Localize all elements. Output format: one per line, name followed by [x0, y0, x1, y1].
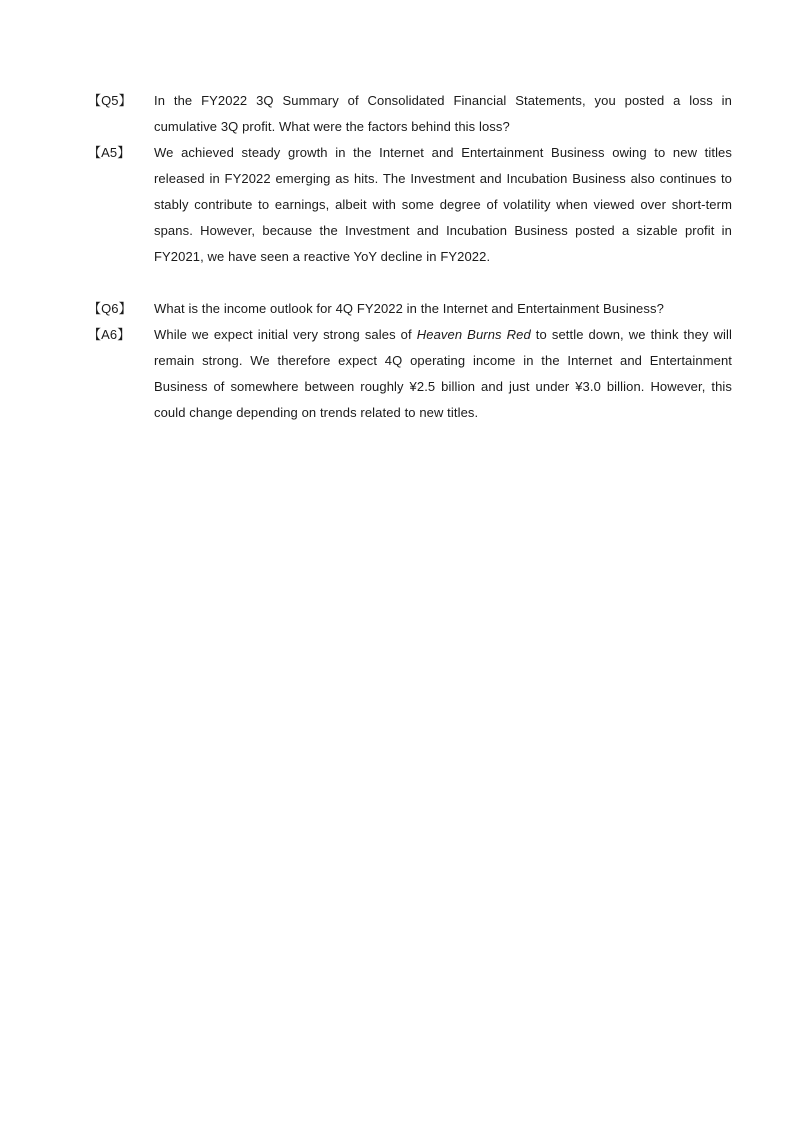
question-5-label: 【Q5】	[88, 93, 132, 108]
answer-5	[88, 140, 732, 270]
question-5	[88, 88, 732, 140]
answer-5-text: We achieved steady growth in the Internet and Entertainment Business owing to new titles released in FY2022 emerging as hits. The Investment and Incubation Business also continues to stably contribute to earnings, albeit with some degree of volatility when viewed over short-term spans. However, because the Investment and Incubation Business posted a sizable profit in FY2021, we have seen a reactive YoY decline in FY2022.	[154, 145, 732, 264]
answer-6-text-before: While we expect initial very strong sales of	[154, 327, 417, 342]
answer-6-text-after: to settle down, we think they will remain strong. We therefore expect 4Q operating income in the Internet and Entertainment Business of somewhere between roughly ¥2.5 billion and just under ¥3.0 billion. However, this could change depending on trends related to new titles.	[154, 327, 732, 420]
question-6-text: What is the income outlook for 4Q FY2022 in the Internet and Entertainment Business?	[154, 301, 664, 316]
document-page	[88, 88, 732, 426]
answer-5-label: 【A5】	[88, 145, 131, 160]
question-5-text: In the FY2022 3Q Summary of Consolidated Financial Statements, you posted a loss in cumulative 3Q profit. What were the factors behind this loss?	[154, 93, 732, 134]
answer-6-label: 【A6】	[88, 327, 131, 342]
answer-6-text	[154, 322, 732, 426]
answer-6	[88, 322, 732, 426]
question-6	[88, 296, 732, 322]
answer-6-title-name: Heaven Burns Red	[416, 327, 531, 342]
question-6-label: 【Q6】	[88, 301, 132, 316]
